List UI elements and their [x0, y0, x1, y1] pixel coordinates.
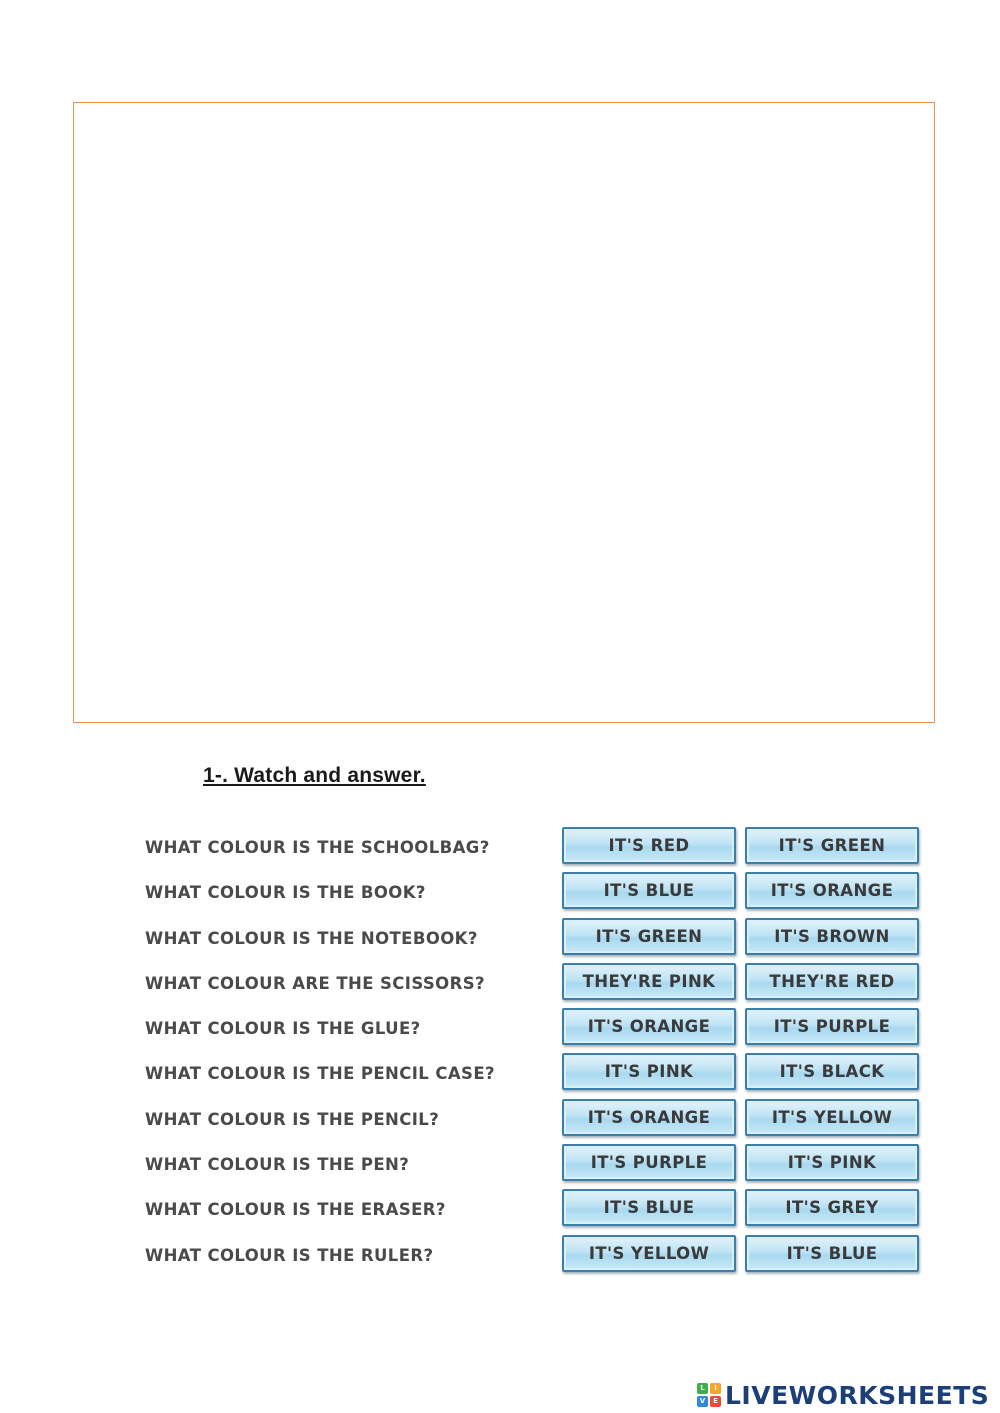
- question-row-5: [0, 1005, 1000, 1050]
- question-text: WHAT COLOUR IS THE PEN?: [145, 1155, 410, 1175]
- logo-mark-letter: E: [710, 1396, 721, 1407]
- question-text: WHAT COLOUR IS THE PENCIL?: [145, 1109, 440, 1129]
- question-row-2: [0, 869, 1000, 914]
- question-row-7: [0, 1096, 1000, 1141]
- question-text: WHAT COLOUR ARE THE SCISSORS?: [145, 973, 485, 993]
- answer-option-button[interactable]: IT'S RED: [562, 827, 736, 864]
- logo-mark-letter: L: [697, 1383, 708, 1394]
- question-row-10: [0, 1232, 1000, 1277]
- logo-mark-letter: I: [710, 1383, 721, 1394]
- question-text: WHAT COLOUR IS THE NOTEBOOK?: [145, 928, 478, 948]
- answer-option-button[interactable]: IT'S BLUE: [562, 872, 736, 909]
- logo-mark-icon: [697, 1383, 721, 1407]
- liveworksheets-logo: [697, 1378, 989, 1412]
- answer-option-button[interactable]: IT'S GREY: [745, 1189, 919, 1226]
- question-text: WHAT COLOUR IS THE RULER?: [145, 1245, 434, 1265]
- question-text: WHAT COLOUR IS THE SCHOOLBAG?: [145, 838, 490, 857]
- question-row-1: [0, 824, 1000, 869]
- answer-option-button[interactable]: IT'S PURPLE: [745, 1008, 919, 1045]
- instruction-heading: 1-. Watch and answer.: [203, 764, 426, 787]
- answer-option-button[interactable]: THEY'RE PINK: [562, 963, 736, 1000]
- answer-option-button[interactable]: IT'S GREEN: [562, 918, 736, 955]
- answer-option-button[interactable]: IT'S YELLOW: [562, 1235, 736, 1272]
- question-text: WHAT COLOUR IS THE PENCIL CASE?: [145, 1064, 495, 1084]
- answer-option-button[interactable]: IT'S PURPLE: [562, 1144, 736, 1181]
- answer-option-button[interactable]: IT'S BLUE: [745, 1235, 919, 1272]
- answer-option-button[interactable]: IT'S BLUE: [562, 1189, 736, 1226]
- question-text: WHAT COLOUR IS THE BOOK?: [145, 883, 426, 903]
- answer-option-button[interactable]: THEY'RE RED: [745, 963, 919, 1000]
- question-text: WHAT COLOUR IS THE GLUE?: [145, 1019, 421, 1039]
- logo-text: LIVEWORKSHEETS: [725, 1380, 990, 1410]
- question-row-3: [0, 915, 1000, 960]
- answer-option-button[interactable]: IT'S ORANGE: [562, 1099, 736, 1136]
- answer-option-button[interactable]: IT'S BLACK: [745, 1053, 919, 1090]
- logo-mark-letter: V: [697, 1396, 708, 1407]
- question-row-4: [0, 960, 1000, 1005]
- question-list: [0, 824, 1000, 1277]
- answer-option-button[interactable]: IT'S PINK: [745, 1144, 919, 1181]
- answer-option-button[interactable]: IT'S GREEN: [745, 827, 919, 864]
- answer-option-button[interactable]: IT'S BROWN: [745, 918, 919, 955]
- video-frame[interactable]: [73, 102, 935, 723]
- answer-option-button[interactable]: IT'S PINK: [562, 1053, 736, 1090]
- answer-option-button[interactable]: IT'S YELLOW: [745, 1099, 919, 1136]
- question-row-6: [0, 1050, 1000, 1095]
- question-row-9: [0, 1186, 1000, 1231]
- answer-option-button[interactable]: IT'S ORANGE: [562, 1008, 736, 1045]
- answer-option-button[interactable]: IT'S ORANGE: [745, 872, 919, 909]
- question-text: WHAT COLOUR IS THE ERASER?: [145, 1200, 446, 1220]
- question-row-8: [0, 1141, 1000, 1186]
